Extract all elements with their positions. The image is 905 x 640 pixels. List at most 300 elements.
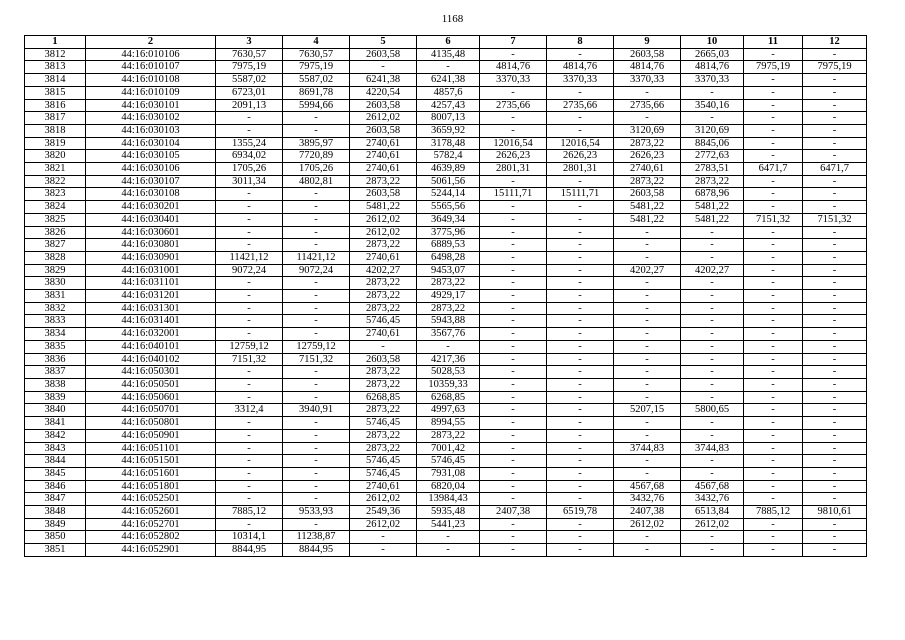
table-cell: - xyxy=(480,112,547,125)
table-cell: 2873,22 xyxy=(350,277,417,290)
table-cell: 12759,12 xyxy=(283,340,350,353)
table-cell: 2612,02 xyxy=(350,518,417,531)
table-cell: 8691,78 xyxy=(283,86,350,99)
table-cell: - xyxy=(283,290,350,303)
table-cell: 7001,42 xyxy=(417,442,480,455)
table-cell: 44:16:040102 xyxy=(86,353,216,366)
table-cell: 44:16:031201 xyxy=(86,290,216,303)
table-cell: 6268,85 xyxy=(417,391,480,404)
table-cell: - xyxy=(614,378,681,391)
table-cell: 2603,58 xyxy=(614,48,681,61)
table-cell: - xyxy=(803,429,867,442)
table-cell: - xyxy=(480,404,547,417)
table-cell: 5746,45 xyxy=(350,455,417,468)
table-cell: 8844,95 xyxy=(283,544,350,557)
table-cell: 3370,33 xyxy=(681,74,744,87)
table-cell: 6241,38 xyxy=(417,74,480,87)
table-cell: 12016,54 xyxy=(547,137,614,150)
table-cell: - xyxy=(744,518,803,531)
table-row xyxy=(25,404,867,417)
table-row xyxy=(25,480,867,493)
table-cell: - xyxy=(744,124,803,137)
table-cell: 10359,33 xyxy=(417,378,480,391)
table-cell: - xyxy=(681,328,744,341)
table-cell: - xyxy=(803,455,867,468)
data-table xyxy=(24,35,867,557)
table-cell: 4814,76 xyxy=(614,61,681,74)
table-cell: 7885,12 xyxy=(744,506,803,519)
table-cell: - xyxy=(681,290,744,303)
table-cell: 8844,95 xyxy=(216,544,283,557)
table-cell: 2873,22 xyxy=(417,277,480,290)
table-cell: - xyxy=(547,518,614,531)
table-cell: - xyxy=(283,328,350,341)
table-cell: 5481,22 xyxy=(614,201,681,214)
table-cell: - xyxy=(803,188,867,201)
table-cell: 5935,48 xyxy=(417,506,480,519)
table-cell: 11238,87 xyxy=(283,531,350,544)
table-cell: 3839 xyxy=(25,391,86,404)
table-cell: - xyxy=(744,137,803,150)
table-cell: 3895,97 xyxy=(283,137,350,150)
table-cell: - xyxy=(744,480,803,493)
table-cell: 44:16:030108 xyxy=(86,188,216,201)
table-cell: 3826 xyxy=(25,226,86,239)
table-cell: 9072,24 xyxy=(283,264,350,277)
table-cell: 3834 xyxy=(25,328,86,341)
table-cell: 44:16:050901 xyxy=(86,429,216,442)
table-cell: 3814 xyxy=(25,74,86,87)
table-row xyxy=(25,264,867,277)
table-cell: 6471,7 xyxy=(803,163,867,176)
table-cell: - xyxy=(681,86,744,99)
table-cell: - xyxy=(480,277,547,290)
table-cell: - xyxy=(744,251,803,264)
table-cell: 44:16:030106 xyxy=(86,163,216,176)
table-cell: 2603,58 xyxy=(350,48,417,61)
table-cell: - xyxy=(744,391,803,404)
table-cell: 6519,78 xyxy=(547,506,614,519)
table-cell: - xyxy=(480,544,547,557)
table-cell: 2603,58 xyxy=(350,353,417,366)
table-cell: - xyxy=(744,239,803,252)
table-cell: - xyxy=(480,391,547,404)
table-cell: 3831 xyxy=(25,290,86,303)
table-cell: 3837 xyxy=(25,366,86,379)
table-cell: - xyxy=(547,226,614,239)
table-row xyxy=(25,277,867,290)
table-cell: 7151,32 xyxy=(803,213,867,226)
table-cell: - xyxy=(744,48,803,61)
table-cell: 4202,27 xyxy=(681,264,744,277)
table-cell: 6878,96 xyxy=(681,188,744,201)
table-cell: 3432,76 xyxy=(681,493,744,506)
table-cell: 44:16:030105 xyxy=(86,150,216,163)
table-cell: 5481,22 xyxy=(614,213,681,226)
table-cell: - xyxy=(283,391,350,404)
table-row xyxy=(25,328,867,341)
table-cell: 44:16:051501 xyxy=(86,455,216,468)
table-cell: - xyxy=(614,277,681,290)
table-cell: 6268,85 xyxy=(350,391,417,404)
table-cell: - xyxy=(480,493,547,506)
table-cell: - xyxy=(547,442,614,455)
table-cell: - xyxy=(216,328,283,341)
table-cell: - xyxy=(681,391,744,404)
table-row xyxy=(25,302,867,315)
table-cell: 3816 xyxy=(25,99,86,112)
table-cell: 7151,32 xyxy=(744,213,803,226)
table-cell: 2740,61 xyxy=(350,480,417,493)
table-cell: 8994,55 xyxy=(417,417,480,430)
table-cell: 5441,23 xyxy=(417,518,480,531)
table-cell: 44:16:052501 xyxy=(86,493,216,506)
table-cell: 5565,56 xyxy=(417,201,480,214)
table-cell: - xyxy=(614,353,681,366)
table-cell: - xyxy=(216,518,283,531)
table-cell: 4135,48 xyxy=(417,48,480,61)
table-row xyxy=(25,213,867,226)
table-cell: - xyxy=(547,315,614,328)
table-cell: - xyxy=(614,544,681,557)
table-cell: 5587,02 xyxy=(283,74,350,87)
table-cell: - xyxy=(744,493,803,506)
table-cell: 3813 xyxy=(25,61,86,74)
table-cell: 2735,66 xyxy=(614,99,681,112)
table-cell: - xyxy=(547,429,614,442)
table-cell: 3120,69 xyxy=(614,124,681,137)
table-cell: 2740,61 xyxy=(350,137,417,150)
table-cell: 44:16:030201 xyxy=(86,201,216,214)
table-cell: - xyxy=(803,277,867,290)
table-cell: - xyxy=(614,391,681,404)
table-row xyxy=(25,163,867,176)
table-row xyxy=(25,112,867,125)
table-cell: 3845 xyxy=(25,467,86,480)
table-cell: - xyxy=(216,378,283,391)
table-cell: 5994,66 xyxy=(283,99,350,112)
table-cell: 3821 xyxy=(25,163,86,176)
table-cell: - xyxy=(744,188,803,201)
table-cell: 4929,17 xyxy=(417,290,480,303)
table-cell: - xyxy=(681,429,744,442)
table-cell: - xyxy=(283,480,350,493)
table-cell: - xyxy=(283,417,350,430)
table-cell: - xyxy=(803,290,867,303)
table-cell: 3825 xyxy=(25,213,86,226)
table-cell: 2549,36 xyxy=(350,506,417,519)
table-cell: - xyxy=(803,175,867,188)
table-cell: 44:16:051101 xyxy=(86,442,216,455)
table-cell: - xyxy=(803,226,867,239)
table-cell: 3836 xyxy=(25,353,86,366)
table-cell: - xyxy=(216,277,283,290)
table-cell: - xyxy=(283,124,350,137)
table-cell: - xyxy=(480,48,547,61)
table-cell: - xyxy=(744,150,803,163)
table-cell: - xyxy=(681,467,744,480)
table-cell: - xyxy=(744,340,803,353)
table-cell: - xyxy=(744,417,803,430)
table-cell: - xyxy=(744,455,803,468)
table-cell: - xyxy=(283,378,350,391)
table-cell: 44:16:030901 xyxy=(86,251,216,264)
table-cell: 3843 xyxy=(25,442,86,455)
table-cell: 3830 xyxy=(25,277,86,290)
table-row xyxy=(25,239,867,252)
table-row xyxy=(25,175,867,188)
table-cell: 1705,26 xyxy=(283,163,350,176)
table-cell: - xyxy=(803,366,867,379)
table-cell: - xyxy=(283,493,350,506)
table-cell: 3849 xyxy=(25,518,86,531)
table-cell: 7975,19 xyxy=(283,61,350,74)
table-cell: - xyxy=(547,417,614,430)
table-cell: 2873,22 xyxy=(614,137,681,150)
table-cell: - xyxy=(547,175,614,188)
table-cell: 5746,45 xyxy=(417,455,480,468)
table-cell: 3828 xyxy=(25,251,86,264)
table-cell: 44:16:030102 xyxy=(86,112,216,125)
table-cell: - xyxy=(216,302,283,315)
table-cell: - xyxy=(547,328,614,341)
table-cell: - xyxy=(216,391,283,404)
table-cell: - xyxy=(547,467,614,480)
table-cell: - xyxy=(681,302,744,315)
table-cell: - xyxy=(480,429,547,442)
table-cell: 2603,58 xyxy=(614,188,681,201)
table-cell: - xyxy=(283,239,350,252)
table-cell: - xyxy=(681,531,744,544)
table-cell: - xyxy=(744,544,803,557)
table-row xyxy=(25,188,867,201)
table-cell: - xyxy=(681,340,744,353)
table-cell: 3847 xyxy=(25,493,86,506)
table-cell: - xyxy=(216,188,283,201)
table-cell: - xyxy=(803,251,867,264)
table-cell: 2873,22 xyxy=(350,239,417,252)
table-cell: - xyxy=(681,226,744,239)
table-cell: 3846 xyxy=(25,480,86,493)
table-cell: - xyxy=(480,201,547,214)
table-cell: 3940,91 xyxy=(283,404,350,417)
column-header: 11 xyxy=(744,36,803,49)
table-cell: - xyxy=(283,112,350,125)
table-row xyxy=(25,442,867,455)
table-cell: 44:16:030801 xyxy=(86,239,216,252)
table-cell: - xyxy=(417,61,480,74)
table-cell: 3744,83 xyxy=(681,442,744,455)
table-cell: - xyxy=(480,531,547,544)
column-header: 3 xyxy=(216,36,283,49)
table-cell: - xyxy=(480,442,547,455)
table-cell: 3829 xyxy=(25,264,86,277)
table-cell: - xyxy=(744,99,803,112)
table-cell: 2873,22 xyxy=(350,442,417,455)
table-cell: - xyxy=(480,175,547,188)
table-cell: 44:16:031401 xyxy=(86,315,216,328)
table-cell: - xyxy=(803,404,867,417)
table-cell: 4857,6 xyxy=(417,86,480,99)
table-row xyxy=(25,290,867,303)
table-cell: - xyxy=(803,86,867,99)
table-cell: - xyxy=(744,74,803,87)
table-cell: 44:16:010107 xyxy=(86,61,216,74)
table-cell: 44:16:052701 xyxy=(86,518,216,531)
table-row xyxy=(25,544,867,557)
table-cell: 2783,51 xyxy=(681,163,744,176)
table-cell: 2735,66 xyxy=(480,99,547,112)
table-cell: - xyxy=(803,74,867,87)
table-cell: 2612,02 xyxy=(350,226,417,239)
table-row xyxy=(25,531,867,544)
table-cell: - xyxy=(480,264,547,277)
table-cell: 3744,83 xyxy=(614,442,681,455)
table-cell: - xyxy=(216,112,283,125)
table-cell: 5782,4 xyxy=(417,150,480,163)
table-cell: 44:16:030104 xyxy=(86,137,216,150)
table-cell: - xyxy=(480,226,547,239)
table-cell: 5746,45 xyxy=(350,467,417,480)
table-cell: 7720,89 xyxy=(283,150,350,163)
table-cell: - xyxy=(803,99,867,112)
table-cell: - xyxy=(480,290,547,303)
table-cell: 3120,69 xyxy=(681,124,744,137)
table-cell: 6498,28 xyxy=(417,251,480,264)
table-cell: 3842 xyxy=(25,429,86,442)
table-cell: - xyxy=(417,544,480,557)
table-cell: - xyxy=(480,480,547,493)
table-cell: - xyxy=(480,417,547,430)
table-cell: 2665,03 xyxy=(681,48,744,61)
table-row xyxy=(25,74,867,87)
table-cell: 3659,92 xyxy=(417,124,480,137)
table-row xyxy=(25,48,867,61)
column-header: 5 xyxy=(350,36,417,49)
table-cell: 5800,65 xyxy=(681,404,744,417)
table-cell: - xyxy=(547,404,614,417)
table-cell: 7630,57 xyxy=(216,48,283,61)
table-row xyxy=(25,366,867,379)
table-cell: - xyxy=(547,353,614,366)
table-cell: 4257,43 xyxy=(417,99,480,112)
table-cell: 3819 xyxy=(25,137,86,150)
table-cell: - xyxy=(614,328,681,341)
table-cell: - xyxy=(803,544,867,557)
table-cell: - xyxy=(744,531,803,544)
table-row xyxy=(25,518,867,531)
table-cell: 44:16:040101 xyxy=(86,340,216,353)
table-cell: - xyxy=(614,340,681,353)
table-cell: 3815 xyxy=(25,86,86,99)
table-cell: 2735,66 xyxy=(547,99,614,112)
table-cell: - xyxy=(681,277,744,290)
table-cell: 6471,7 xyxy=(744,163,803,176)
table-row xyxy=(25,455,867,468)
table-cell: 5207,15 xyxy=(614,404,681,417)
table-cell: - xyxy=(216,442,283,455)
table-cell: 4567,68 xyxy=(681,480,744,493)
table-cell: 4814,76 xyxy=(480,61,547,74)
table-cell: - xyxy=(547,201,614,214)
table-cell: - xyxy=(614,531,681,544)
table-cell: - xyxy=(744,112,803,125)
table-cell: - xyxy=(547,366,614,379)
table-cell: - xyxy=(216,366,283,379)
table-cell: 2091,13 xyxy=(216,99,283,112)
table-cell: - xyxy=(803,48,867,61)
table-cell: - xyxy=(283,201,350,214)
table-cell: - xyxy=(480,328,547,341)
table-cell: 13984,43 xyxy=(417,493,480,506)
table-cell: 2873,22 xyxy=(350,378,417,391)
table-cell: 2603,58 xyxy=(350,124,417,137)
table-cell: 4567,68 xyxy=(614,480,681,493)
column-header: 1 xyxy=(25,36,86,49)
table-cell: - xyxy=(744,467,803,480)
table-cell: 5028,53 xyxy=(417,366,480,379)
table-cell: - xyxy=(681,455,744,468)
table-cell: 44:16:031101 xyxy=(86,277,216,290)
table-cell: - xyxy=(744,290,803,303)
table-cell: 44:16:030107 xyxy=(86,175,216,188)
table-cell: - xyxy=(283,315,350,328)
table-body xyxy=(25,48,867,556)
table-cell: 2801,31 xyxy=(480,163,547,176)
table-cell: 44:16:030601 xyxy=(86,226,216,239)
table-row xyxy=(25,61,867,74)
table-cell: 3540,16 xyxy=(681,99,744,112)
table-cell: 5746,45 xyxy=(350,417,417,430)
table-cell: - xyxy=(803,531,867,544)
table-cell: - xyxy=(216,455,283,468)
table-cell: 44:16:050501 xyxy=(86,378,216,391)
table-cell: - xyxy=(216,467,283,480)
table-cell: - xyxy=(614,239,681,252)
table-row xyxy=(25,429,867,442)
table-cell: - xyxy=(480,353,547,366)
table-cell: 2603,58 xyxy=(350,188,417,201)
table-cell: - xyxy=(614,251,681,264)
table-cell: - xyxy=(803,239,867,252)
table-cell: - xyxy=(744,328,803,341)
column-header: 2 xyxy=(86,36,216,49)
table-cell: 3370,33 xyxy=(480,74,547,87)
table-cell: 7975,19 xyxy=(744,61,803,74)
table-cell: - xyxy=(681,315,744,328)
table-cell: 7630,57 xyxy=(283,48,350,61)
table-cell: - xyxy=(547,124,614,137)
table-cell: - xyxy=(681,417,744,430)
table-cell: 3840 xyxy=(25,404,86,417)
table-cell: 5244,14 xyxy=(417,188,480,201)
table-cell: 2626,23 xyxy=(614,150,681,163)
table-cell: 3850 xyxy=(25,531,86,544)
table-cell: - xyxy=(417,340,480,353)
table-cell: 2873,22 xyxy=(417,302,480,315)
table-cell: 44:16:051801 xyxy=(86,480,216,493)
table-cell: - xyxy=(547,531,614,544)
table-cell: 44:16:052802 xyxy=(86,531,216,544)
table-cell: 5061,56 xyxy=(417,175,480,188)
table-cell: 7151,32 xyxy=(283,353,350,366)
table-cell: 3833 xyxy=(25,315,86,328)
table-cell: - xyxy=(803,302,867,315)
table-cell: 3835 xyxy=(25,340,86,353)
table-cell: - xyxy=(547,48,614,61)
table-cell: 4220,54 xyxy=(350,86,417,99)
table-cell: 3817 xyxy=(25,112,86,125)
